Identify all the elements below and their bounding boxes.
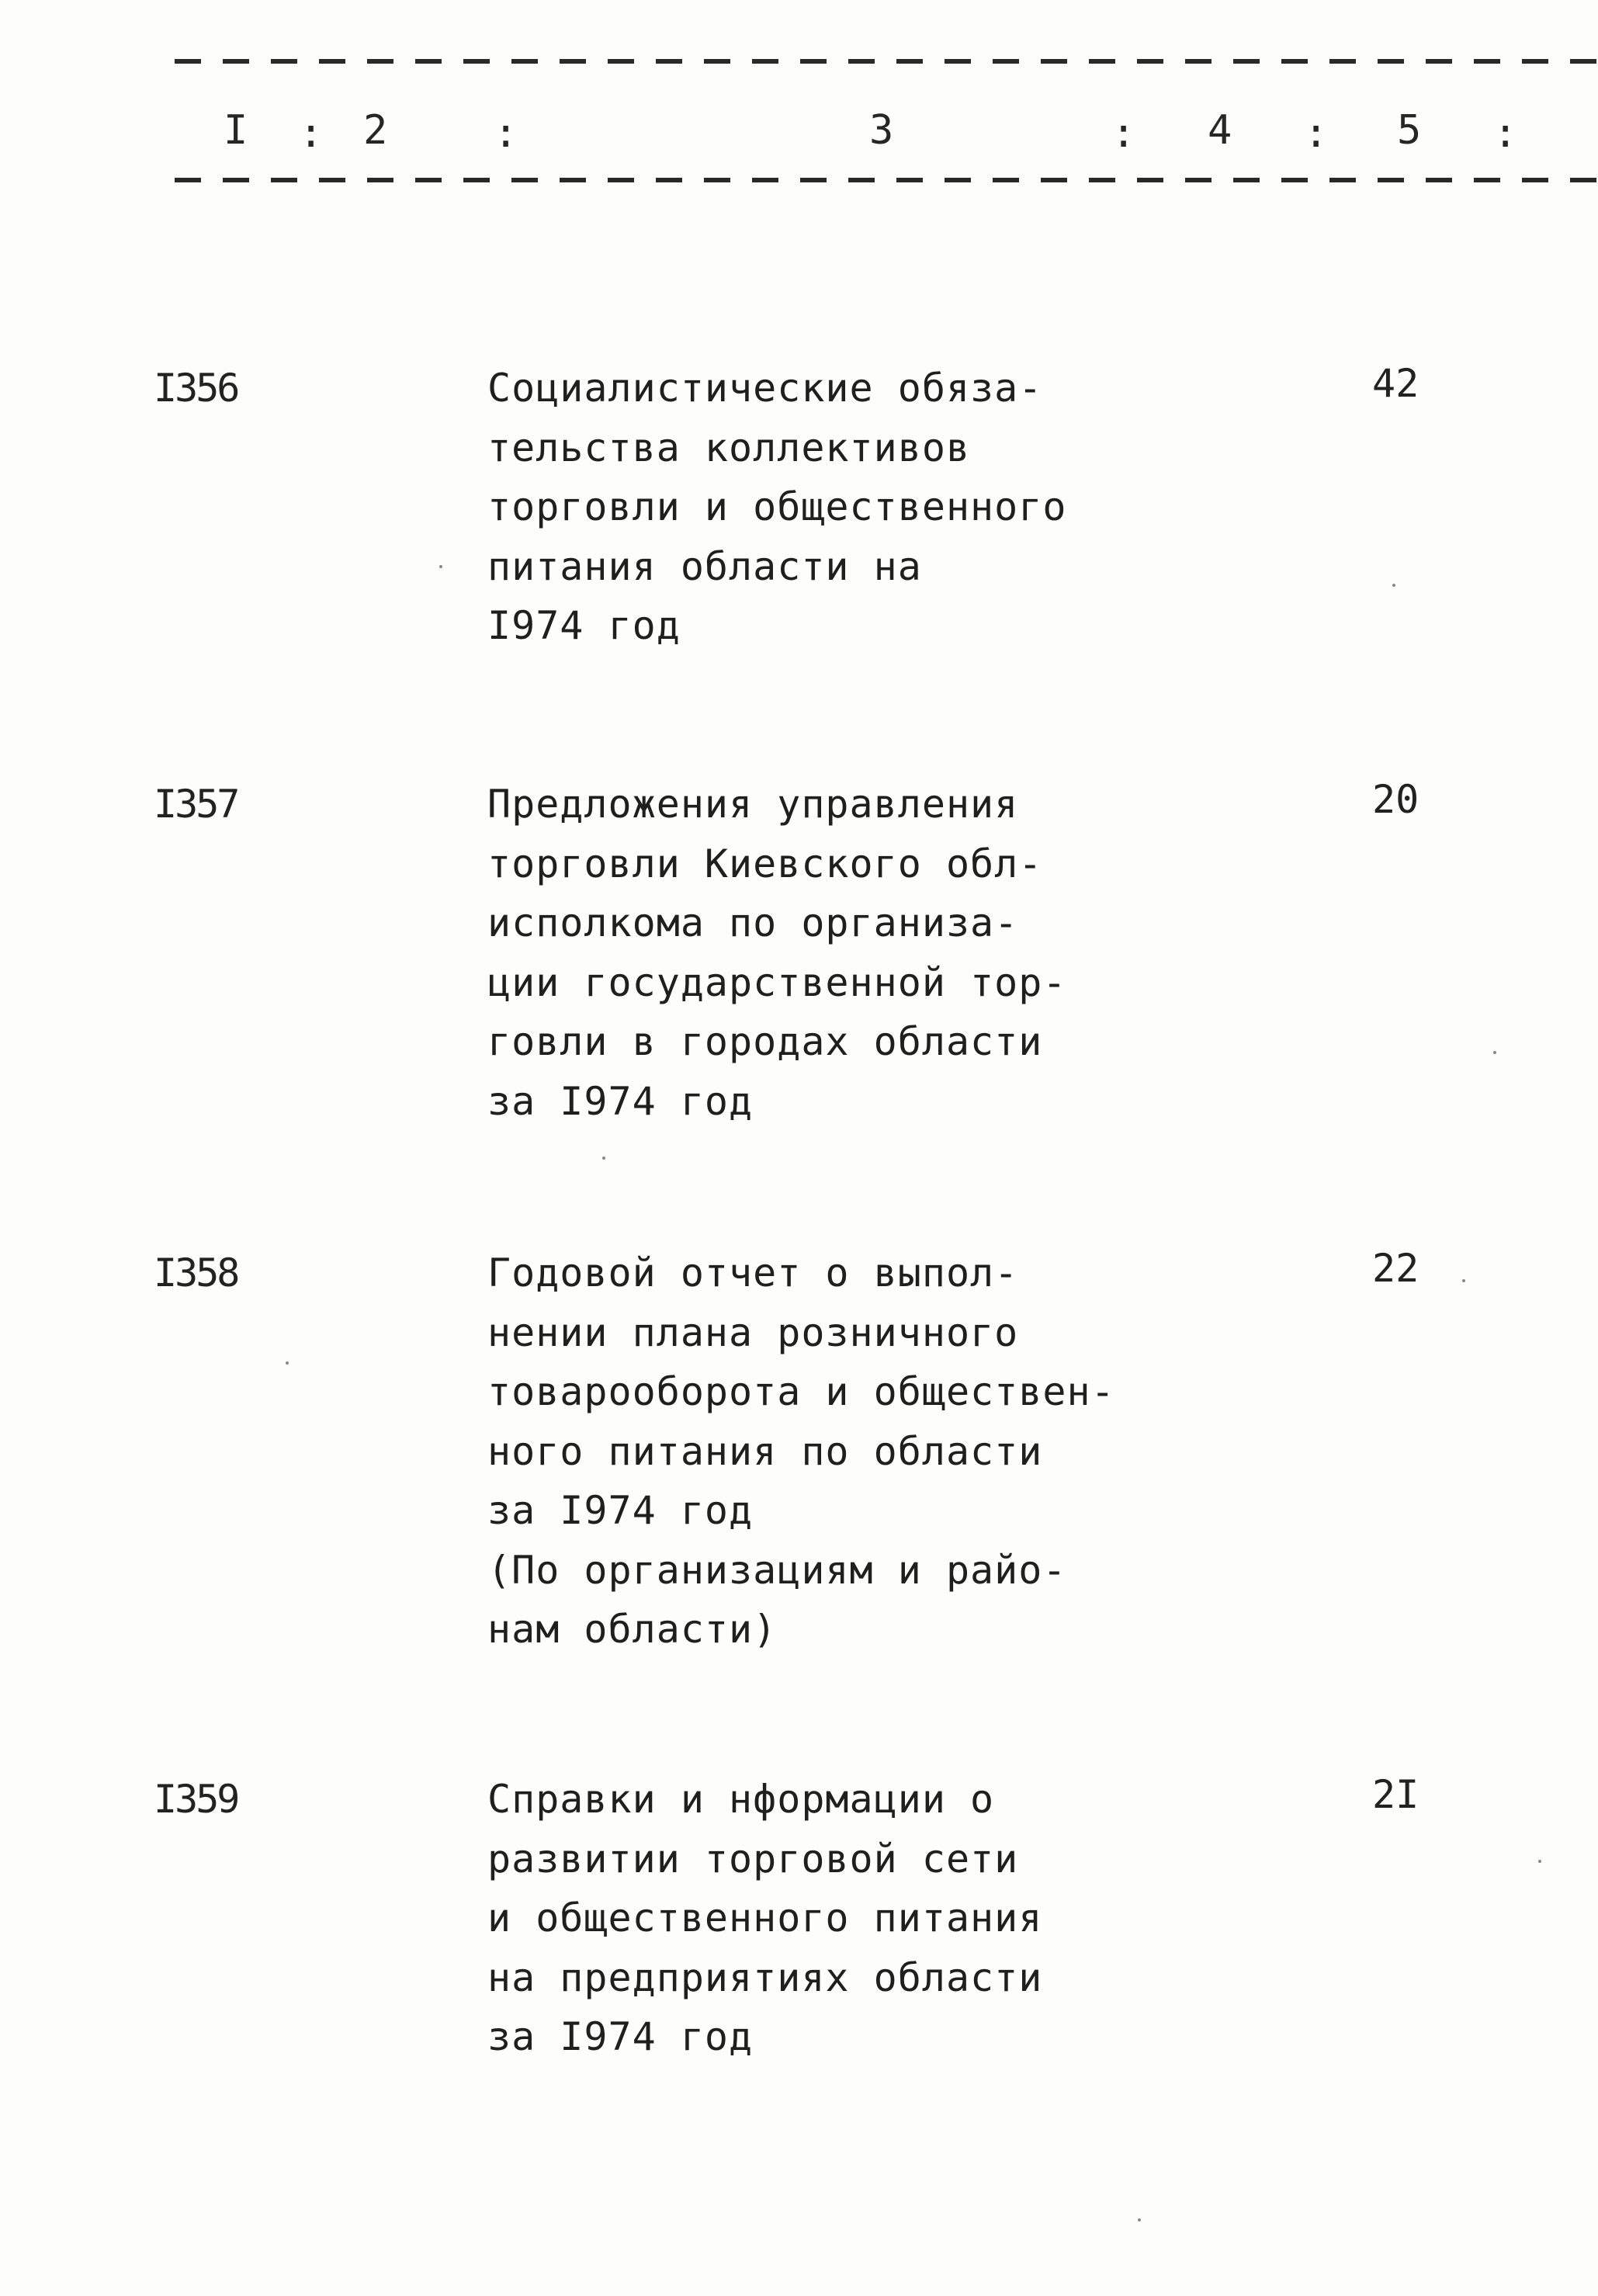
entry-title: Справки и нформации о развитии торговой сети и общественного питания на предприятиях области за I974 год: [487, 1777, 1043, 2059]
entry-page-count: 2I: [1372, 1772, 1419, 1817]
entry-number: I359: [154, 1777, 238, 1822]
scan-speck: [1392, 584, 1395, 587]
entry-page-count: 20: [1372, 777, 1419, 822]
column-number-3: 3: [869, 107, 894, 154]
scan-speck: [1493, 1051, 1496, 1054]
column-separator: :: [1493, 110, 1518, 157]
column-separator: :: [494, 110, 518, 157]
entry-page-count: 22: [1372, 1246, 1419, 1291]
column-number-5: 5: [1397, 107, 1422, 154]
header-bottom-rule: [175, 178, 1598, 182]
entry-page-count: 42: [1372, 361, 1419, 406]
entry-title: Предложения управления торговли Киевского обл- исполкома по организа- ции государственной тор- говли в городах области за I974 год: [487, 782, 1067, 1124]
column-number-4: 4: [1208, 107, 1232, 154]
scan-speck: [602, 1157, 605, 1160]
entry-number: I357: [154, 782, 238, 827]
scan-speck: [439, 565, 442, 568]
column-separator: :: [299, 110, 324, 157]
entry-number: I356: [154, 366, 238, 411]
entry-number: I358: [154, 1250, 238, 1295]
scan-speck: [1538, 1860, 1541, 1863]
scan-speck: [286, 1361, 289, 1365]
header-top-rule: [175, 59, 1598, 64]
column-number-1: I: [224, 107, 248, 154]
column-separator: :: [1111, 110, 1136, 157]
column-number-2: 2: [363, 107, 388, 154]
scan-speck: [1138, 2218, 1141, 2221]
scan-speck: [1462, 1279, 1465, 1282]
column-separator: :: [1304, 110, 1329, 157]
entry-title: Годовой отчет о выпол- нении плана розничного товарооборота и обществен- ного питания по области за I974 год (По организациям и райо- нам области): [487, 1250, 1115, 1652]
entry-title: Социалистические обяза- тельства коллективов торговли и общественного питания области на I974 год: [487, 366, 1067, 648]
